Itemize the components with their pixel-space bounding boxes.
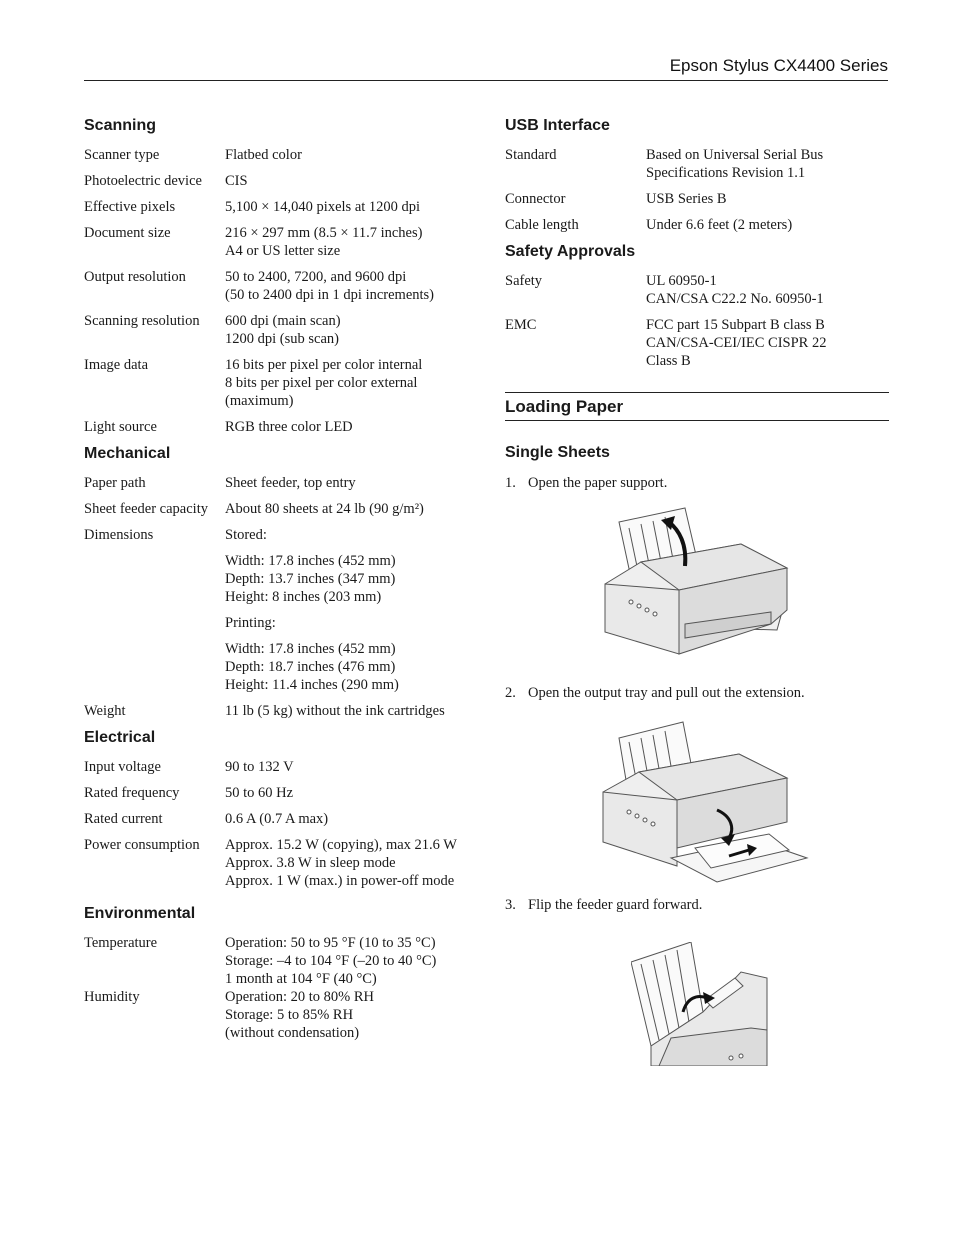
spec-value: FCC part 15 Subpart B class B CAN/CSA-CEI/IEC CISPR 22 Class B	[646, 317, 827, 369]
page-header-title: Epson Stylus CX4400 Series	[669, 56, 888, 75]
spec-label: Humidity	[84, 989, 140, 1005]
section-safety-approvals	[505, 242, 889, 370]
section-heading: Mechanical	[84, 445, 171, 462]
spec-label: Scanner type	[84, 147, 160, 163]
spec-label: Power consumption	[84, 837, 200, 853]
spec-row	[84, 784, 484, 802]
printer-paper-support-illustration	[601, 504, 793, 670]
spec-row	[84, 836, 484, 890]
feeder-guard-illustration	[631, 942, 769, 1066]
spec-label	[84, 552, 225, 606]
spec-table	[84, 474, 484, 720]
step-number: 1.	[505, 475, 516, 491]
right-column	[505, 116, 889, 1066]
spec-table	[84, 758, 484, 890]
spec-row	[84, 702, 484, 720]
spec-row	[84, 758, 484, 776]
spec-value: Under 6.6 feet (2 meters)	[646, 217, 793, 233]
spec-table	[505, 146, 889, 234]
spec-value: USB Series B	[646, 191, 727, 207]
section-electrical	[84, 728, 484, 890]
section-mechanical	[84, 444, 484, 720]
spec-label: Temperature	[84, 935, 158, 951]
spec-value: Stored:	[225, 527, 267, 543]
spec-label: Scanning resolution	[84, 313, 200, 329]
spec-label	[84, 614, 225, 632]
spec-value: 0.6 A (0.7 A max)	[225, 811, 329, 827]
spec-value: RGB three color LED	[225, 419, 353, 435]
spec-value: 50 to 2400, 7200, and 9600 dpi (50 to 2400 dpi in 1 dpi increments)	[225, 269, 435, 303]
spec-label: Safety	[505, 273, 543, 289]
section-usb-interface	[505, 116, 889, 234]
printer-output-tray-illustration	[599, 718, 811, 886]
spec-row	[505, 216, 889, 234]
spec-table	[505, 272, 889, 370]
spec-value: CIS	[225, 173, 248, 189]
spec-value: Operation: 20 to 80% RH Storage: 5 to 85% RH (without condensation)	[225, 989, 375, 1041]
spec-value: About 80 sheets at 24 lb (90 g/m²)	[225, 501, 424, 517]
spec-label: Cable length	[505, 217, 579, 233]
section-heading: Scanning	[84, 117, 157, 134]
section-environmental	[84, 904, 484, 1042]
spec-row	[84, 640, 484, 694]
spec-label: EMC	[505, 317, 537, 333]
spec-row	[505, 146, 889, 182]
spec-value: Approx. 15.2 W (copying), max 21.6 W Approx. 3.8 W in sleep mode Approx. 1 W (max.) in power-off mode	[225, 837, 457, 889]
spec-value: 600 dpi (main scan) 1200 dpi (sub scan)	[225, 313, 341, 347]
spec-label: Weight	[84, 703, 126, 719]
step-1	[505, 474, 889, 492]
spec-value: Based on Universal Serial Bus Specifications Revision 1.1	[646, 147, 824, 181]
spec-value: Width: 17.8 inches (452 mm) Depth: 18.7 inches (476 mm) Height: 11.4 inches (290 mm)	[225, 641, 399, 693]
spec-label: Dimensions	[84, 527, 154, 543]
loading-paper-banner	[505, 392, 889, 421]
spec-row	[505, 272, 889, 308]
section-heading: Safety Approvals	[505, 243, 636, 260]
spec-value: Printing:	[225, 615, 276, 631]
loading-paper-title: Loading Paper	[505, 397, 624, 416]
spec-label: Image data	[84, 357, 149, 373]
spec-value: 16 bits per pixel per color internal 8 bits per pixel per color external (maximum)	[225, 357, 423, 409]
spec-value: 90 to 132 V	[225, 759, 294, 775]
spec-label: Photoelectric device	[84, 173, 202, 189]
spec-row	[84, 268, 484, 304]
spec-value: 11 lb (5 kg) without the ink cartridges	[225, 703, 445, 719]
spec-row	[505, 316, 889, 370]
spec-label: Document size	[84, 225, 171, 241]
step-number: 2.	[505, 685, 516, 701]
single-sheets-heading: Single Sheets	[505, 444, 610, 461]
spec-label: Standard	[505, 147, 557, 163]
spec-label: Effective pixels	[84, 199, 176, 215]
spec-row	[84, 224, 484, 260]
spec-row	[84, 418, 484, 436]
spec-label: Paper path	[84, 475, 146, 491]
spec-value: Operation: 50 to 95 °F (10 to 35 °C) Storage: –4 to 104 °F (–20 to 40 °C) 1 month at 104 °F (40 °C)	[225, 935, 437, 987]
spec-label: Light source	[84, 419, 157, 435]
spec-value: 50 to 60 Hz	[225, 785, 294, 801]
spec-row	[84, 356, 484, 410]
spec-row	[84, 810, 484, 828]
spec-row	[84, 146, 484, 164]
step-text: Open the output tray and pull out the extension.	[528, 685, 805, 701]
step-2	[505, 684, 889, 702]
spec-row	[84, 172, 484, 190]
header-rule	[84, 80, 888, 81]
spec-label	[84, 640, 225, 694]
section-scanning	[84, 116, 484, 436]
spec-label: Connector	[505, 191, 566, 207]
spec-row	[84, 614, 484, 632]
left-column	[84, 116, 484, 1050]
section-heading: Electrical	[84, 729, 156, 746]
spec-label: Output resolution	[84, 269, 186, 285]
spec-table	[84, 146, 484, 436]
spec-row	[84, 988, 484, 1042]
step-3	[505, 896, 889, 914]
spec-value: UL 60950-1 CAN/CSA C22.2 No. 60950-1	[646, 273, 824, 307]
spec-row	[84, 934, 484, 988]
section-heading: Environmental	[84, 905, 196, 922]
spec-row	[505, 190, 889, 208]
spec-label: Rated frequency	[84, 785, 180, 801]
spec-value: Sheet feeder, top entry	[225, 475, 356, 491]
spec-value: 5,100 × 14,040 pixels at 1200 dpi	[225, 199, 421, 215]
spec-value: Flatbed color	[225, 147, 302, 163]
spec-value: Width: 17.8 inches (452 mm) Depth: 13.7 inches (347 mm) Height: 8 inches (203 mm)	[225, 553, 396, 605]
spec-row	[84, 552, 484, 606]
spec-row	[84, 500, 484, 518]
section-heading: USB Interface	[505, 117, 610, 134]
step-text: Open the paper support.	[528, 475, 668, 491]
spec-label: Input voltage	[84, 759, 161, 775]
spec-row	[84, 526, 484, 544]
spec-value: 216 × 297 mm (8.5 × 11.7 inches) A4 or US letter size	[225, 225, 423, 259]
spec-row	[84, 474, 484, 492]
spec-label: Rated current	[84, 811, 163, 827]
spec-row	[84, 312, 484, 348]
step-text: Flip the feeder guard forward.	[528, 897, 703, 913]
spec-row	[84, 198, 484, 216]
spec-label: Sheet feeder capacity	[84, 501, 208, 517]
step-number: 3.	[505, 897, 516, 913]
spec-table	[84, 934, 484, 1042]
